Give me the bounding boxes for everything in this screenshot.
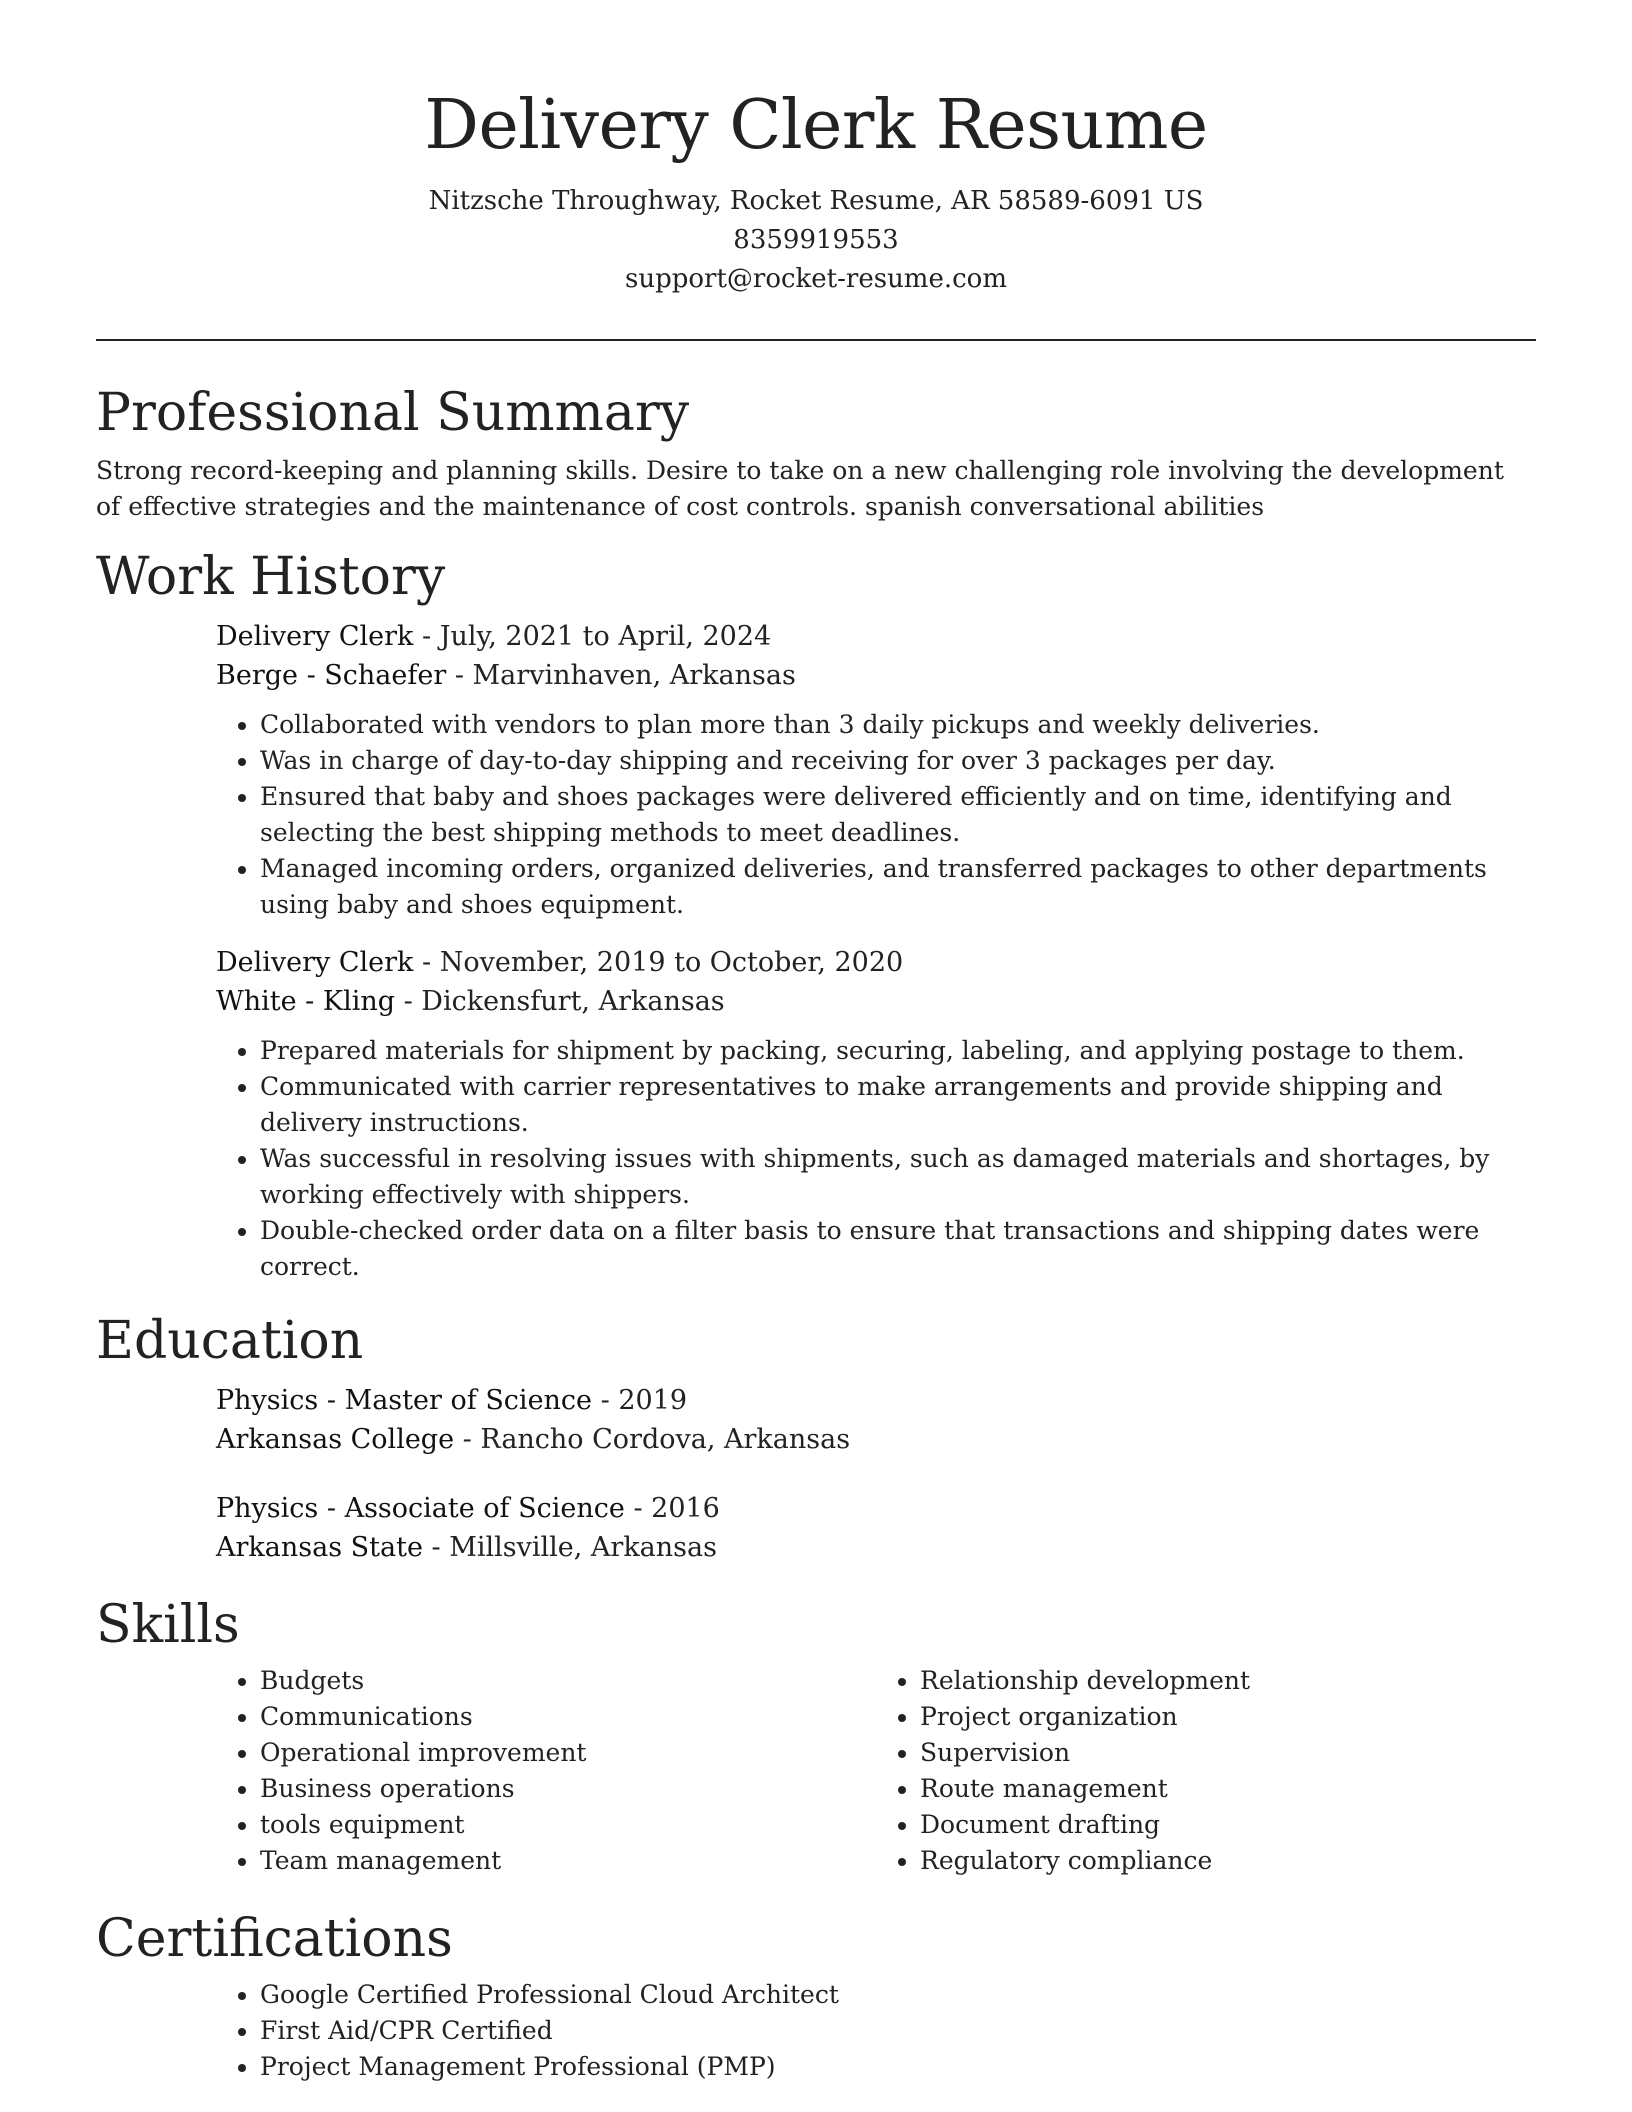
education-school-line bbox=[216, 1528, 1536, 1567]
skill-item: • Operational improvement bbox=[260, 1735, 876, 1771]
education-degree: Physics - Master of Science bbox=[216, 1385, 593, 1416]
summary-heading: Professional Summary bbox=[96, 383, 690, 443]
skill-item: • Relationship development bbox=[920, 1663, 1536, 1699]
summary-section bbox=[96, 381, 1536, 525]
summary-text: Strong record-keeping and planning skills. Desire to take on a new challenging role involving the development of effective strategies and the maintenance of cost controls. spanish conversational abilities bbox=[96, 456, 1504, 521]
skill-item: • Project organization bbox=[920, 1699, 1536, 1735]
education-section bbox=[96, 1309, 1536, 1567]
skills-section bbox=[96, 1593, 1536, 1879]
job-company-line bbox=[216, 656, 1536, 695]
education-degree: Physics - Associate of Science bbox=[216, 1493, 625, 1524]
education-school: Arkansas College bbox=[216, 1424, 455, 1455]
education-degree-line bbox=[216, 1489, 1536, 1528]
job-company: White - Kling bbox=[216, 986, 396, 1017]
job-company-line bbox=[216, 982, 1536, 1021]
certification-item: • First Aid/CPR Certified bbox=[260, 2013, 910, 2049]
job-bullet: • Managed incoming orders, organized deliveries, and transferred packages to other departments using baby and shoes equipment. bbox=[260, 851, 1536, 923]
job-entry bbox=[216, 617, 1536, 923]
skills-columns bbox=[216, 1663, 1536, 1879]
job-bullet: • Was successful in resolving issues with shipments, such as damaged materials and shortages, by working effectively with shippers. bbox=[260, 1141, 1536, 1213]
education-degree-line bbox=[216, 1381, 1536, 1420]
certifications-heading: Certifications bbox=[96, 1909, 453, 1969]
header-divider bbox=[96, 339, 1536, 341]
skill-item: • Supervision bbox=[920, 1735, 1536, 1771]
job-dates: - July, 2021 to April, 2024 bbox=[413, 621, 772, 652]
contact-address: Nitzsche Throughway, Rocket Resume, AR 58589-6091 US bbox=[428, 186, 1204, 216]
certification-item: • Google Certified Professional Cloud Architect bbox=[260, 1977, 910, 2013]
skill-item: • Communications bbox=[260, 1699, 876, 1735]
education-heading: Education bbox=[96, 1311, 364, 1371]
skill-item: • Regulatory compliance bbox=[920, 1843, 1536, 1879]
skills-list-left bbox=[216, 1663, 876, 1879]
job-bullets bbox=[216, 707, 1536, 923]
skill-item: • Document drafting bbox=[920, 1807, 1536, 1843]
resume-page bbox=[96, 0, 1536, 2085]
resume-title: Delivery Clerk Resume bbox=[424, 86, 1208, 165]
job-bullet: • Prepared materials for shipment by packing, securing, labeling, and applying postage to them. bbox=[260, 1033, 1536, 1069]
skills-list-right bbox=[876, 1663, 1536, 1879]
job-role: Delivery Clerk bbox=[216, 621, 414, 652]
job-bullet: • Communicated with carrier representatives to make arrangements and provide shipping and delivery instructions. bbox=[260, 1069, 1536, 1141]
education-year: - 2019 bbox=[592, 1385, 688, 1416]
job-bullet: • Ensured that baby and shoes packages were delivered efficiently and on time, identifying and selecting the best shipping methods to meet deadlines. bbox=[260, 779, 1536, 851]
job-bullet: • Double-checked order data on a filter basis to ensure that transactions and shipping dates were correct. bbox=[260, 1213, 1536, 1285]
contact-block bbox=[96, 182, 1536, 299]
work-heading: Work History bbox=[96, 547, 446, 607]
certification-item: • Project Management Professional (PMP) bbox=[260, 2049, 910, 2085]
contact-email[interactable]: support@rocket-resume.com bbox=[624, 264, 1007, 294]
skill-item: • Route management bbox=[920, 1771, 1536, 1807]
education-school: Arkansas State bbox=[216, 1532, 423, 1563]
education-entry bbox=[216, 1381, 1536, 1459]
job-bullet: • Was in charge of day-to-day shipping and receiving for over 3 packages per day. bbox=[260, 743, 1536, 779]
job-title-line bbox=[216, 943, 1536, 982]
education-year: - 2016 bbox=[624, 1493, 720, 1524]
work-section bbox=[96, 545, 1536, 1285]
skill-item: • Team management bbox=[260, 1843, 876, 1879]
education-entry bbox=[216, 1489, 1536, 1567]
certifications-columns bbox=[216, 1977, 1536, 2085]
job-bullets bbox=[216, 1033, 1536, 1285]
skills-heading: Skills bbox=[96, 1595, 240, 1655]
education-location: - Rancho Cordova, Arkansas bbox=[454, 1424, 851, 1455]
job-dates: - November, 2019 to October, 2020 bbox=[413, 947, 904, 978]
education-location: - Millsville, Arkansas bbox=[422, 1532, 717, 1563]
contact-phone: 8359919553 bbox=[733, 225, 899, 255]
job-location: - Dickensfurt, Arkansas bbox=[395, 986, 725, 1017]
job-company: Berge - Schaefer bbox=[216, 660, 447, 691]
skill-item: • Budgets bbox=[260, 1663, 876, 1699]
job-location: - Marvinhaven, Arkansas bbox=[446, 660, 796, 691]
skill-item: • tools equipment bbox=[260, 1807, 876, 1843]
job-bullet: • Collaborated with vendors to plan more than 3 daily pickups and weekly deliveries. bbox=[260, 707, 1536, 743]
job-role: Delivery Clerk bbox=[216, 947, 414, 978]
skill-item: • Business operations bbox=[260, 1771, 876, 1807]
job-entry bbox=[216, 943, 1536, 1285]
education-school-line bbox=[216, 1420, 1536, 1459]
certifications-list bbox=[216, 1977, 910, 2085]
certifications-section bbox=[96, 1907, 1536, 2085]
resume-header bbox=[96, 0, 1536, 299]
job-title-line bbox=[216, 617, 1536, 656]
